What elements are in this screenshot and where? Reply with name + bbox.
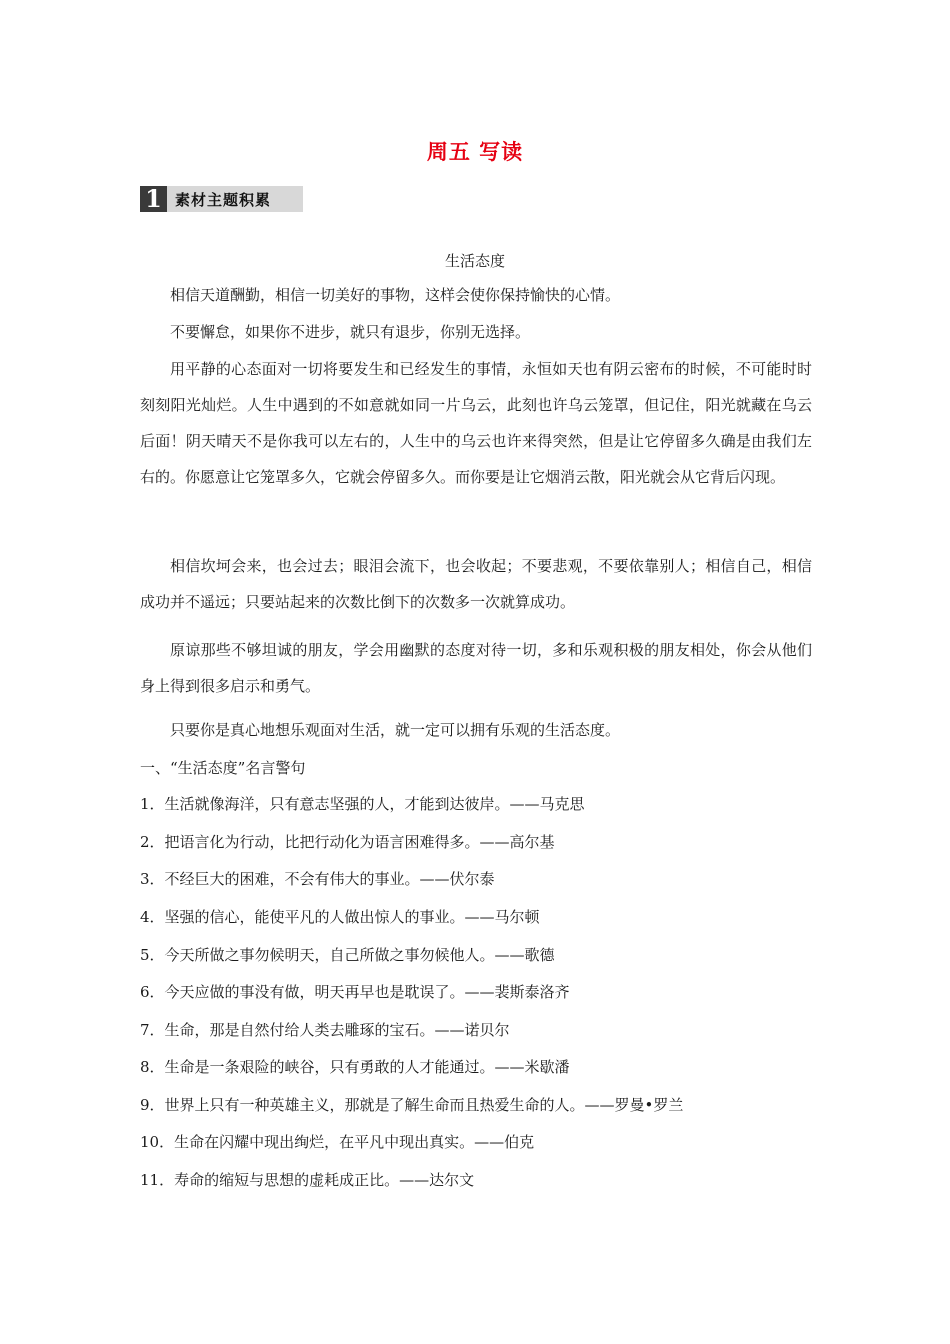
quote-item: 4．坚强的信心，能使平凡的人做出惊人的事业。——马尔顿	[140, 908, 540, 926]
quote-item: 9．世界上只有一种英雄主义，那就是了解生命而且热爱生命的人。——罗曼•罗兰	[140, 1096, 684, 1114]
quote-item: 3．不经巨大的困难，不会有伟大的事业。——伏尔泰	[140, 870, 495, 888]
article-title: 生活态度	[444, 252, 505, 270]
section-label: 素材主题积累	[167, 186, 303, 212]
section-number: 1	[140, 186, 167, 212]
paragraph-1: 相信天道酬勤，相信一切美好的事物，这样会使你保持愉快的心情。	[170, 286, 621, 304]
quote-item: 7．生命，那是自然付给人类去雕琢的宝石。——诺贝尔	[140, 1021, 510, 1039]
quote-item: 11．寿命的缩短与思想的虚耗成正比。——达尔文	[140, 1171, 475, 1189]
quote-item: 6．今天应做的事没有做，明天再早也是耽误了。——裴斯泰洛齐	[140, 983, 570, 1001]
quote-item: 1．生活就像海洋，只有意志坚强的人，才能到达彼岸。——马克思	[140, 795, 585, 813]
quote-item: 8．生命是一条艰险的峡谷，只有勇敢的人才能通过。——米歇潘	[140, 1058, 570, 1076]
quote-item: 10．生命在闪耀中现出绚烂，在平凡中现出真实。——伯克	[140, 1133, 535, 1151]
page-title: 周五 写读	[426, 140, 524, 164]
paragraph-2: 不要懈怠，如果你不进步，就只有退步，你别无选择。	[170, 323, 531, 341]
paragraph-3: 用平静的心态面对一切将要发生和已经发生的事情，永恒如天也有阴云密布的时候，不可能时时刻刻阳光灿烂。人生中遇到的不如意就如同一片乌云，此刻也许乌云笼罩，但记住，阳光就藏在乌云后面！阴天晴天不是你我可以左右的，人生中的乌云也许来得突然，但是让它停留多久确是由我们左右的。你愿意让它笼罩多久，它就会停留多久。而你要是让它烟消云散，阳光就会从它背后闪现。	[140, 360, 812, 486]
quote-item: 2．把语言化为行动，比把行动化为语言困难得多。——高尔基	[140, 833, 555, 851]
quote-item: 5．今天所做之事勿候明天，自己所做之事勿候他人。——歌德	[140, 946, 555, 964]
paragraph-4: 相信坎坷会来，也会过去；眼泪会流下，也会收起；不要悲观，不要依靠别人；相信自己，相信成功并不遥远；只要站起来的次数比倒下的次数多一次就算成功。	[140, 557, 812, 611]
section-header	[140, 186, 303, 212]
paragraph-5: 原谅那些不够坦诚的朋友，学会用幽默的态度对待一切，多和乐观积极的朋友相处，你会从他们身上得到很多启示和勇气。	[140, 641, 812, 695]
paragraph-6: 只要你是真心地想乐观面对生活，就一定可以拥有乐观的生活态度。	[170, 721, 621, 739]
quotes-heading: 一、“生活态度”名言警句	[140, 759, 306, 777]
